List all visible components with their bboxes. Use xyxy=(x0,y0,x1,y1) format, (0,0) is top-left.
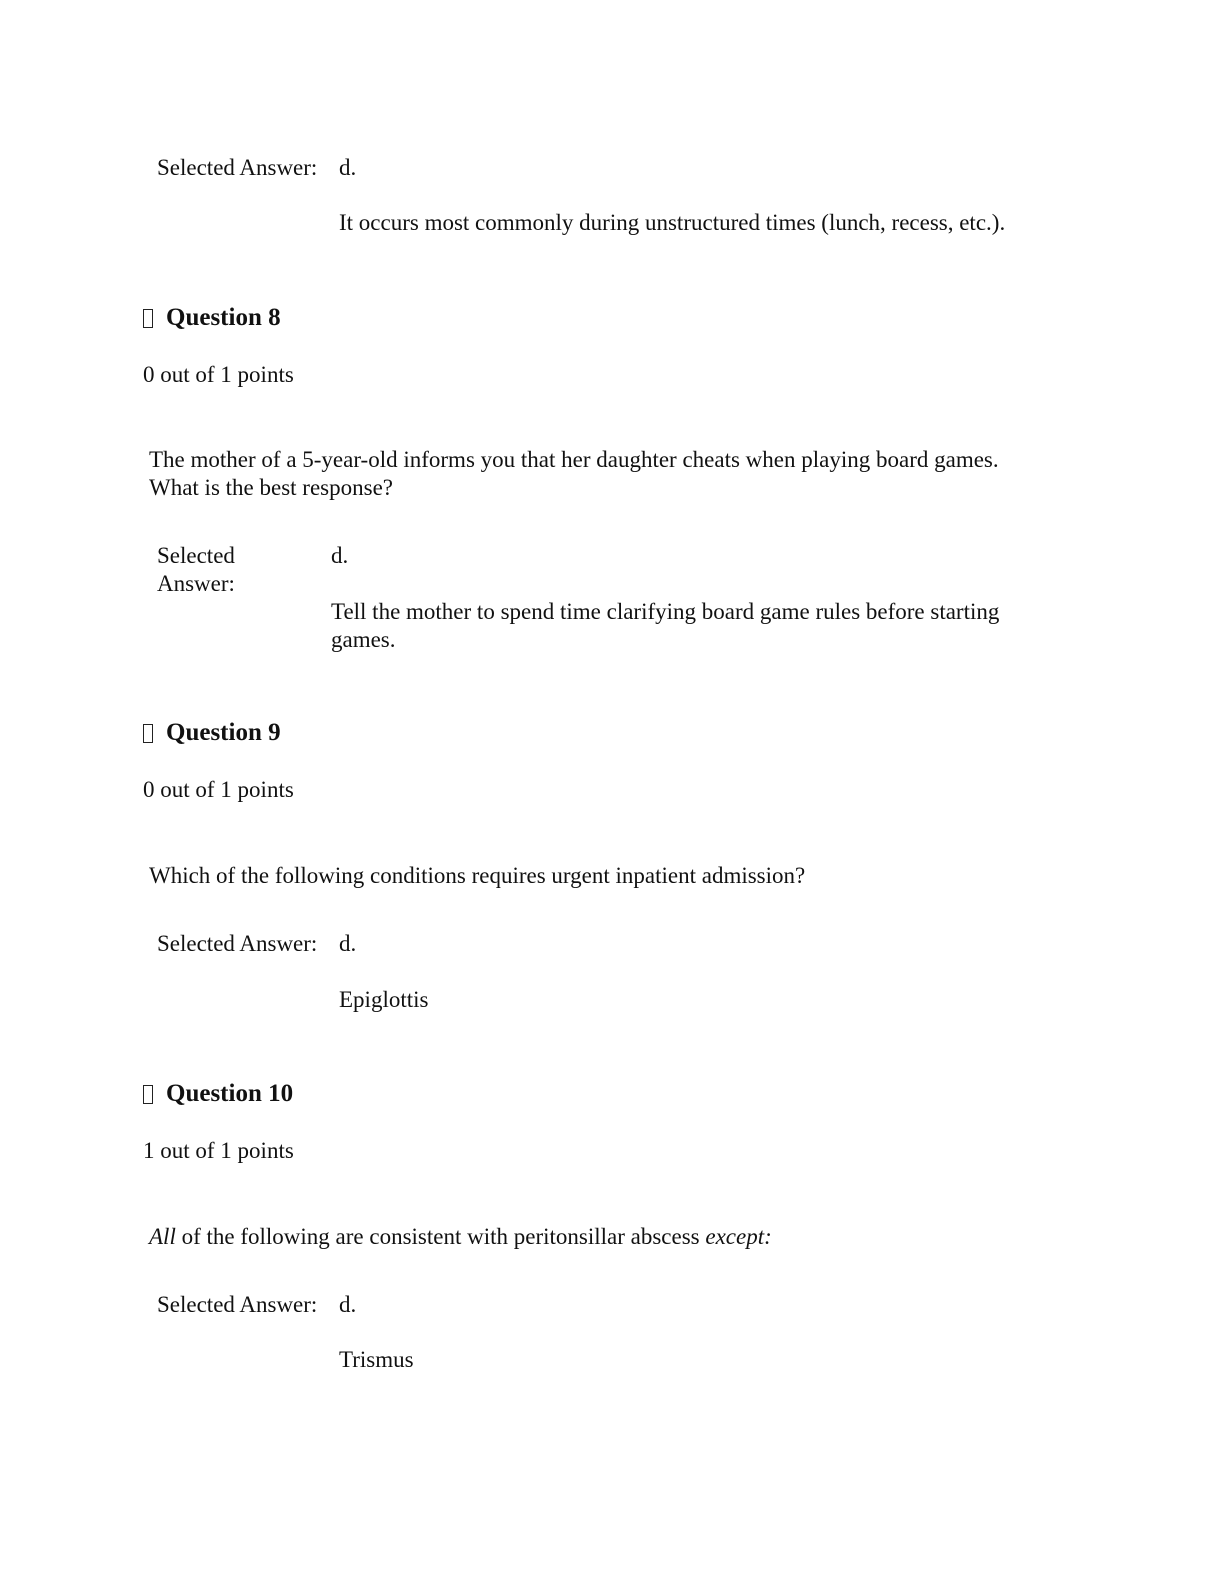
selected-answer-label: Selected xyxy=(157,543,235,568)
prompt-emphasis: except: xyxy=(705,1224,772,1249)
selected-answer-label: Selected Answer: xyxy=(157,1292,318,1317)
question-prompt: Which of the following conditions requires urgent inpatient admission? xyxy=(149,863,806,888)
selected-answer-text: Trismus xyxy=(339,1347,414,1372)
selected-answer-text-line2: games. xyxy=(331,627,396,652)
question-8-heading xyxy=(143,303,281,333)
question-prompt: The mother of a 5-year-old informs you that her daughter cheats when playing board games. xyxy=(149,447,999,472)
question-status-icon xyxy=(143,309,153,328)
question-title: Question 8 xyxy=(166,304,281,331)
question-status-icon xyxy=(143,1085,153,1104)
question-status-icon xyxy=(143,724,153,743)
selected-answer-label: Selected Answer: xyxy=(157,931,318,956)
selected-answer-letter: d. xyxy=(339,931,357,956)
selected-answer-text: Epiglottis xyxy=(339,987,429,1012)
prompt-text: of the following are consistent with peritonsillar abscess xyxy=(175,1224,706,1249)
question-points: 0 out of 1 points xyxy=(143,362,294,387)
selected-answer-text: It occurs most commonly during unstructured times (lunch, recess, etc.). xyxy=(339,210,1006,235)
question-title: Question 9 xyxy=(166,719,281,746)
question-9-heading xyxy=(143,718,281,748)
selected-answer-label: Selected Answer: xyxy=(157,155,318,180)
selected-answer-text: Tell the mother to spend time clarifying board game rules before starting xyxy=(331,599,1000,624)
question-title: Question 10 xyxy=(166,1080,294,1107)
selected-answer-letter: d. xyxy=(339,1292,357,1317)
prompt-emphasis: All xyxy=(149,1224,176,1249)
question-prompt-line2: What is the best response? xyxy=(149,475,393,500)
selected-answer-letter: d. xyxy=(331,543,349,568)
selected-answer-letter: d. xyxy=(339,155,357,180)
question-prompt xyxy=(149,1223,772,1251)
question-points: 1 out of 1 points xyxy=(143,1138,294,1163)
question-10-heading xyxy=(143,1079,293,1109)
selected-answer-label-line2: Answer: xyxy=(157,571,235,596)
question-points: 0 out of 1 points xyxy=(143,777,294,802)
